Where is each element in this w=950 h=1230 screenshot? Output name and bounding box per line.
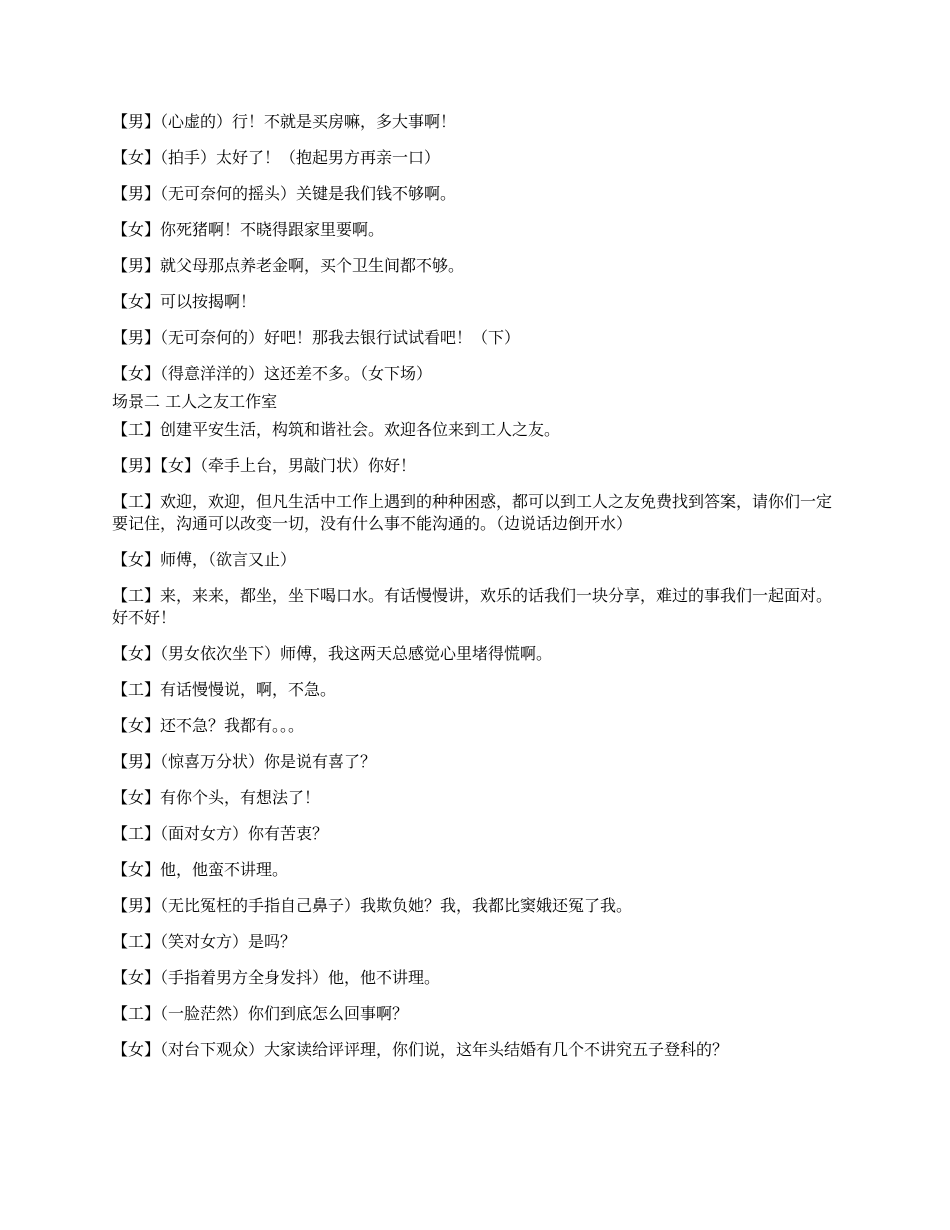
dialogue-line: 【工】欢迎，欢迎，但凡生活中工作上遇到的种种困惑，都可以到工人之友免费找到答案，请你们一定要记住，沟通可以改变一切，没有什么事不能沟通的。（边说话边倒开水） (112, 492, 833, 533)
dialogue-line: 【男】（无可奈何的摇头）关键是我们钱不够啊。 (112, 184, 457, 203)
dialogue-line: 【男】就父母那点养老金啊，买个卫生间都不够。 (112, 256, 465, 275)
dialogue-line: 【女】还不急？我都有。。。 (112, 716, 305, 735)
dialogue-line: 【工】有话慢慢说，啊，不急。 (112, 680, 337, 699)
dialogue-line: 【工】（一脸茫然）你们到底怎么回事啊？ (112, 1004, 409, 1023)
scene-heading: 场景二 工人之友工作室 (112, 392, 278, 411)
dialogue-line: 【男】（无比冤枉的手指自己鼻子）我欺负她？我，我都比窦娥还冤了我。 (112, 896, 633, 915)
dialogue-line: 【女】你死猪啊！不晓得跟家里要啊。 (112, 220, 385, 239)
dialogue-line: 【工】创建平安生活，构筑和谐社会。欢迎各位来到工人之友。 (112, 420, 561, 439)
dialogue-line: 【男】【女】（牵手上台，男敲门状）你好！ (112, 456, 417, 475)
dialogue-line: 【女】师傅，（欲言又止） (112, 550, 297, 569)
dialogue-line: 【女】（对台下观众）大家读给评评理，你们说，这年头结婚有几个不讲究五子登科的？ (112, 1040, 729, 1059)
dialogue-line: 【女】（手指着男方全身发抖）他，他不讲理。 (112, 968, 441, 987)
dialogue-line: 【男】（无可奈何的）好吧！那我去银行试试看吧！（下） (112, 328, 521, 347)
dialogue-line: 【女】有你个头，有想法了！ (112, 788, 321, 807)
dialogue-line: 【女】（男女依次坐下）师傅，我这两天总感觉心里堵得慌啊。 (112, 644, 553, 663)
dialogue-line: 【工】来，来来，都坐，坐下喝口水。有话慢慢讲，欢乐的话我们一块分享，难过的事我们一起面对。好不好！ (112, 586, 833, 627)
dialogue-line: 【女】可以按揭啊！ (112, 292, 257, 311)
dialogue-line: 【女】他，他蛮不讲理。 (112, 860, 289, 879)
dialogue-line: 【工】（笑对女方）是吗？ (112, 932, 297, 951)
dialogue-line: 【男】（心虚的）行！不就是买房嘛，多大事啊！ (112, 112, 457, 131)
dialogue-line: 【女】（得意洋洋的）这还差不多。（女下场） (112, 364, 433, 383)
dialogue-line: 【工】（面对女方）你有苦衷？ (112, 824, 329, 843)
dialogue-line: 【女】（拍手）太好了！（抱起男方再亲一口） (112, 148, 441, 167)
dialogue-line: 【男】（惊喜万分状）你是说有喜了？ (112, 752, 377, 771)
